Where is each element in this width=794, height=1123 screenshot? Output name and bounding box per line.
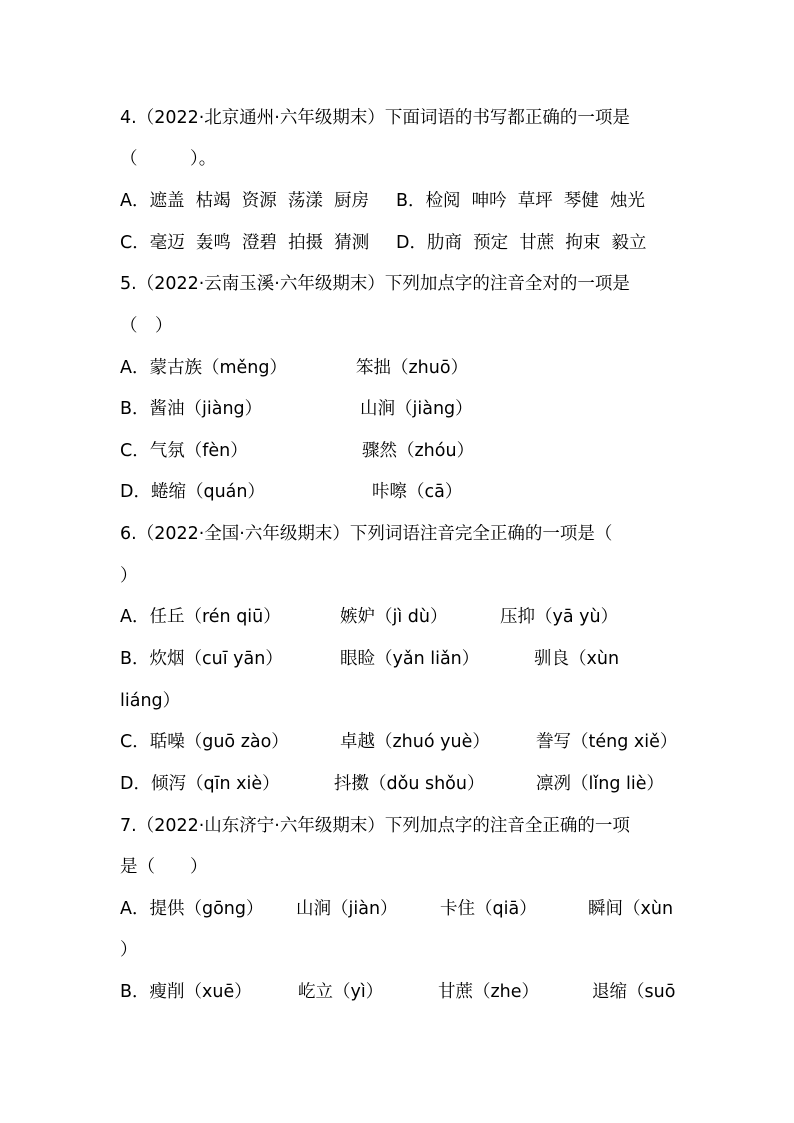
q7-option-b-4: 退缩（suō xyxy=(592,982,676,1002)
q6-option-d-2: 抖擞（dǒu shǒu） xyxy=(334,774,485,794)
q7-option-a-2: 山涧（jiàn） xyxy=(296,899,398,919)
q4-option-c: C．毫迈 轰鸣 澄碧 拍摄 猜测 xyxy=(120,233,370,253)
q5-stem: 5.（2022·云南玉溪·六年级期末）下列加点字的注音全对的一项是 xyxy=(120,274,630,294)
q5-option-a-right: 笨拙（zhuō） xyxy=(356,358,469,378)
q7-option-b-3: 甘蔗（zhe） xyxy=(438,982,540,1002)
q6-option-c-2: 卓越（zhuó yuè） xyxy=(340,732,490,752)
q5-answer-paren: （ ） xyxy=(120,316,173,336)
q5-option-d-left: D．蜷缩（quán） xyxy=(120,482,265,502)
q5-option-a-left: A．蒙古族（měng） xyxy=(120,358,287,378)
q7-stem-continued: 是（ ） xyxy=(120,857,208,877)
q5-option-c-left: C．气氛（fèn） xyxy=(120,441,248,461)
q6-option-b-2: 眼睑（yǎn liǎn） xyxy=(340,649,480,669)
q5-option-c-right: 骤然（zhóu） xyxy=(362,441,475,461)
q7-option-a-continued: ） xyxy=(120,940,138,960)
q6-answer-paren: ） xyxy=(120,566,138,586)
q5-option-d-right: 咔嚓（cā） xyxy=(372,482,463,502)
q7-option-a-4: 瞬间（xùn xyxy=(588,899,674,919)
q4-option-d: D．肋商 预定 甘蔗 拘束 毅立 xyxy=(396,233,647,253)
q6-option-a-3: 压抑（yā yù） xyxy=(500,607,619,627)
q6-option-c-1: C．聒噪（guō zào） xyxy=(120,732,289,752)
q4-option-b: B．检阅 呻吟 草坪 琴健 烛光 xyxy=(396,191,646,211)
q7-stem: 7.（2022·山东济宁·六年级期末）下列加点字的注音全正确的一项 xyxy=(120,816,630,836)
q4-stem: 4.（2022·北京通州·六年级期末）下面词语的书写都正确的一项是 xyxy=(120,108,630,128)
q6-option-b-1: B．炊烟（cuī yān） xyxy=(120,649,283,669)
q7-option-b-1: B．瘦削（xuē） xyxy=(120,982,252,1002)
q6-option-b-3: 驯良（xùn xyxy=(534,649,620,669)
q7-option-a-3: 卡住（qiā） xyxy=(440,899,537,919)
q6-option-d-1: D．倾泻（qīn xiè） xyxy=(120,774,280,794)
q6-option-a-2: 嫉妒（jì dù） xyxy=(340,607,448,627)
q6-option-c-3: 誊写（téng xiě） xyxy=(536,732,678,752)
q6-option-b-continued: liáng） xyxy=(120,691,181,711)
q4-option-a: A．遮盖 枯竭 资源 荡漾 厨房 xyxy=(120,191,369,211)
q7-option-b-2: 屹立（yì） xyxy=(298,982,384,1002)
q7-option-a-1: A．提供（gōng） xyxy=(120,899,264,919)
q6-option-d-3: 凛冽（lǐng liè） xyxy=(536,774,664,794)
q5-option-b-left: B．酱油（jiàng） xyxy=(120,399,263,419)
q5-option-b-right: 山涧（jiàng） xyxy=(360,399,473,419)
q6-option-a-1: A．任丘（rén qiū） xyxy=(120,607,281,627)
q4-answer-paren: （ ）。 xyxy=(120,149,217,169)
q6-stem: 6.（2022·全国·六年级期末）下列词语注音完全正确的一项是（ xyxy=(120,524,613,544)
